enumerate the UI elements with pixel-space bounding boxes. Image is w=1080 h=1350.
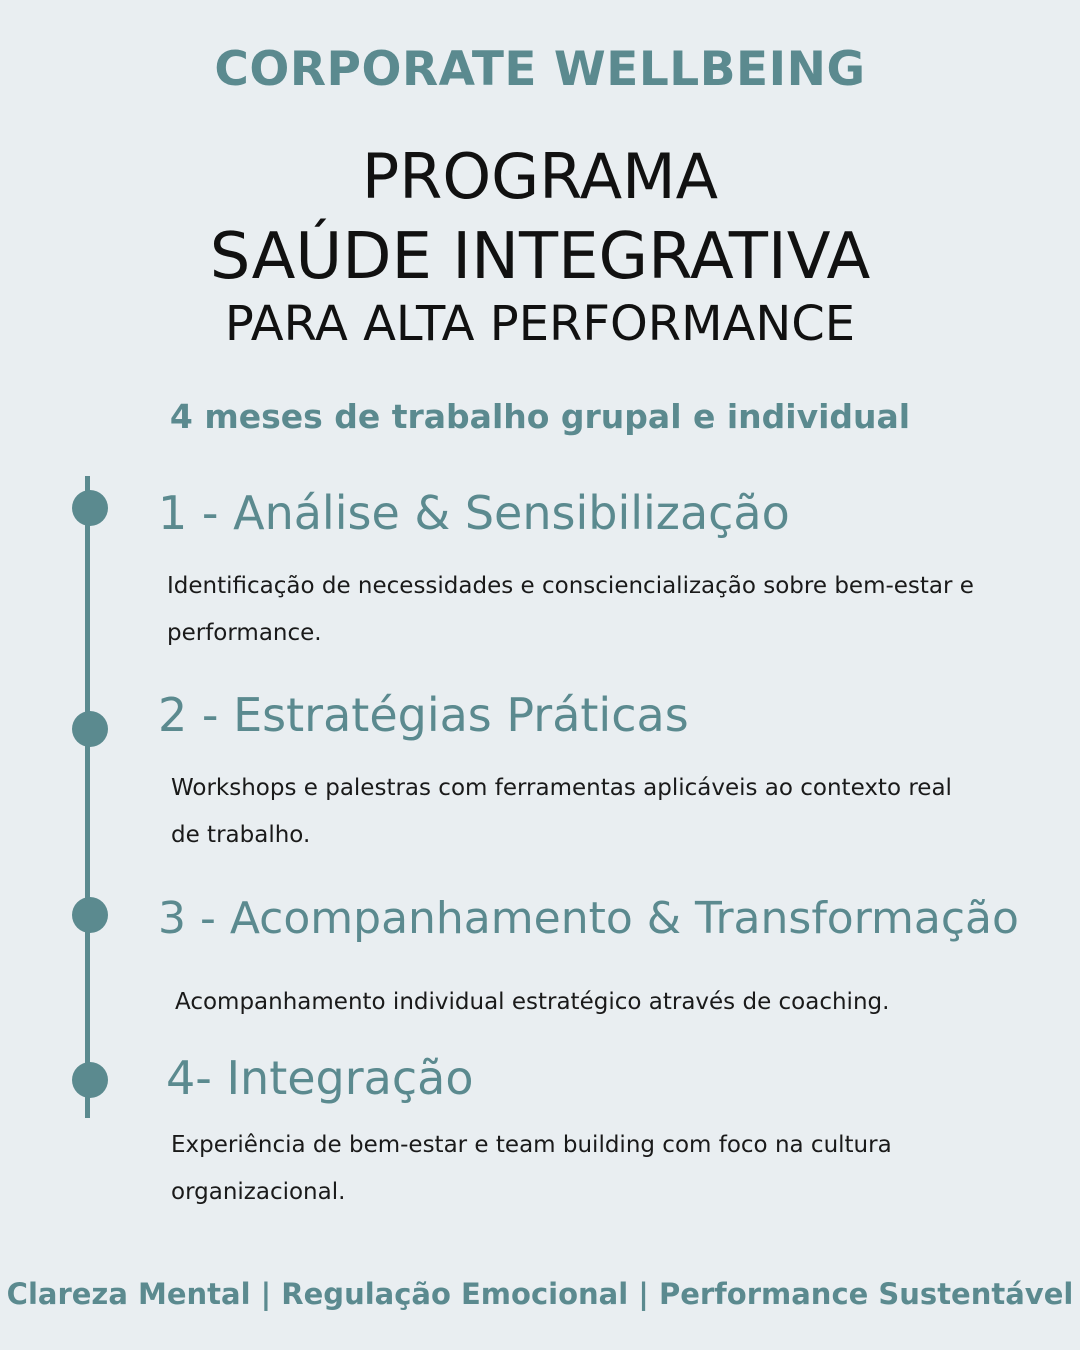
step-1-description: Identificação de necessidades e consciencialização sobre bem-estar e performance. (167, 573, 974, 646)
step-2-description: Workshops e palestras com ferramentas aplicáveis ao contexto real de trabalho. (171, 775, 952, 848)
main-title-line-1: PROGRAMA (361, 140, 719, 213)
step-1-title: 1 - Análise & Sensibilização (158, 486, 790, 540)
step-3-description: Acompanhamento individual estratégico através de coaching. (175, 989, 890, 1015)
eyebrow-title: CORPORATE WELLBEING (214, 42, 866, 97)
step-2-title: 2 - Estratégias Práticas (158, 688, 689, 742)
step-4-title: 4- Integração (166, 1051, 474, 1105)
step-3-title: 3 - Acompanhamento & Transformação (158, 893, 1019, 944)
main-title-line-2: SAÚDE INTEGRATIVA (209, 220, 871, 294)
timeline-dot-1 (72, 490, 108, 526)
step-4-description: Experiência de bem-estar e team building com foco na cultura organizacional. (171, 1132, 892, 1205)
timeline-dot-2 (72, 711, 108, 747)
main-title-line-3: PARA ALTA PERFORMANCE (224, 296, 856, 352)
timeline-dot-4 (72, 1062, 108, 1098)
footer-tagline: Clareza Mental | Regulação Emocional | Performance Sustentável (6, 1277, 1074, 1311)
timeline-line (85, 476, 90, 1118)
program-duration-subtitle: 4 meses de trabalho grupal e individual (169, 397, 911, 436)
timeline-dot-3 (72, 897, 108, 933)
